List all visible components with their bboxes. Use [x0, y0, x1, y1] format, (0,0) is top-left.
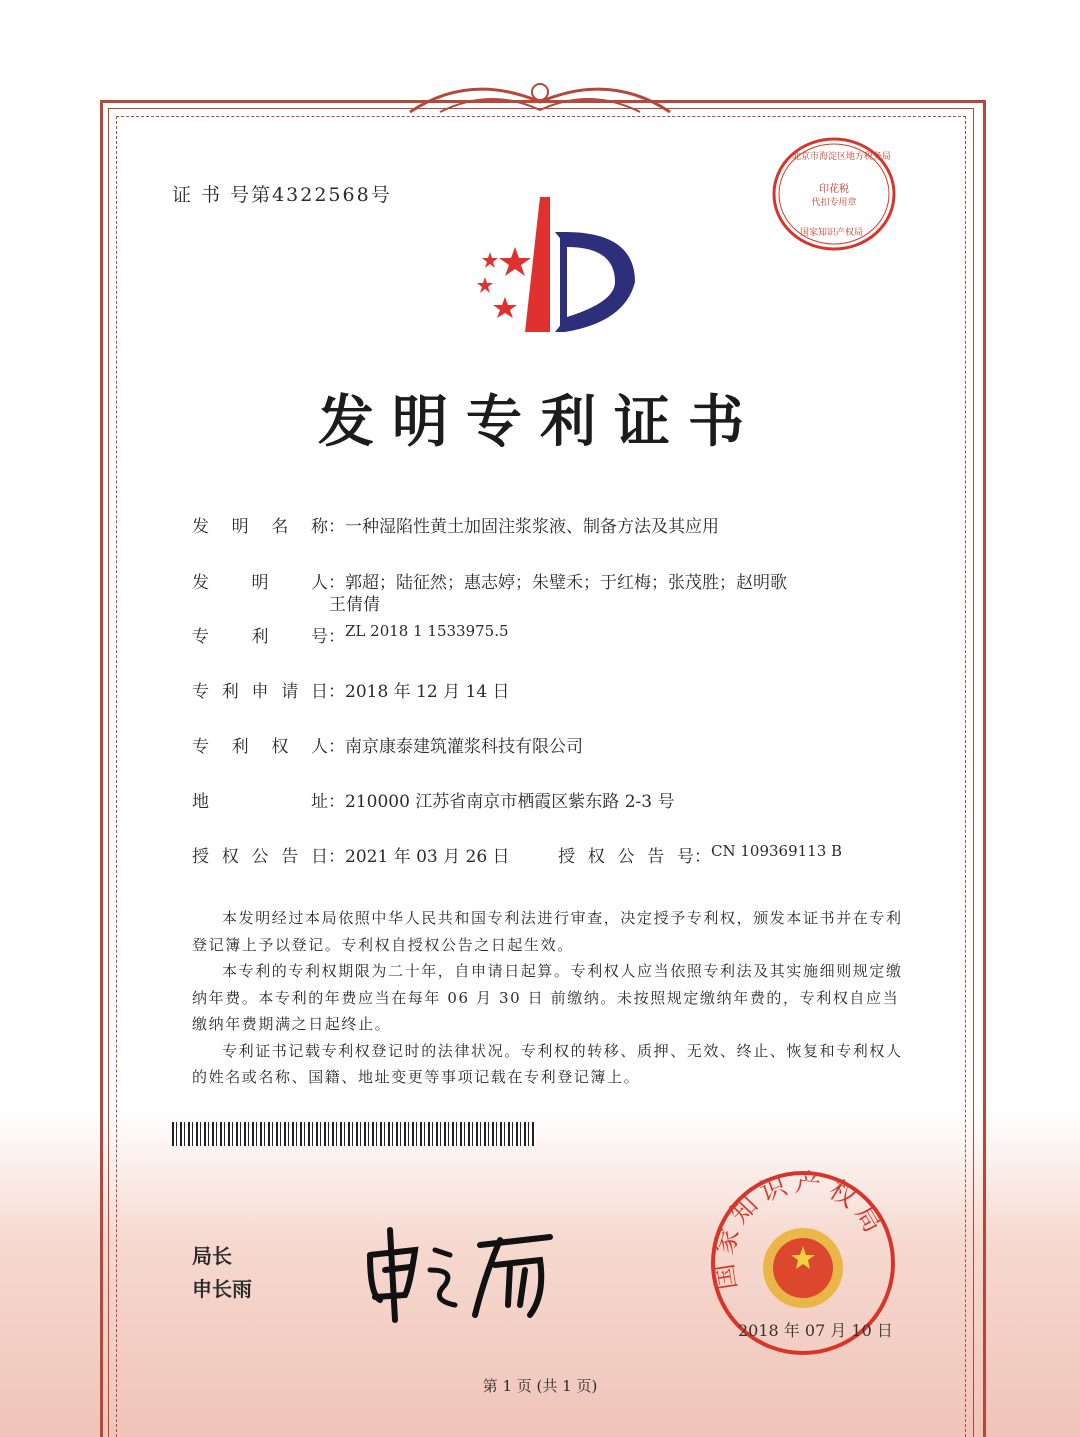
stamp-center-1: 印花税 — [819, 184, 849, 195]
director-title: 局长 — [192, 1244, 232, 1268]
field-label: 专利权人 — [192, 737, 328, 757]
field-value: ZL 2018 1 1533975.5 — [345, 622, 509, 640]
field-value: 2018 年 12 月 14 日 — [345, 682, 510, 702]
director-name: 申长雨 — [192, 1277, 252, 1301]
patent-office-logo-icon — [455, 192, 645, 342]
colon: ： — [328, 627, 345, 647]
certificate-number: 证 书 号第4322568号 — [172, 184, 392, 206]
field-address — [192, 787, 674, 812]
field-patent-number — [192, 622, 509, 647]
field-label: 授权公告号 — [558, 847, 694, 867]
stamp-center-2: 代扣专用章 — [811, 198, 857, 208]
tax-stamp — [770, 135, 898, 253]
stamp-ring-text: 北京市海淀区地方税务局 — [792, 152, 892, 162]
field-value: 郭超；陆征然；惠志婷；朱璧禾；于红梅；张茂胜；赵明歌 — [345, 573, 787, 593]
field-value: 南京康泰建筑灌浆科技有限公司 — [345, 737, 583, 757]
colon: ： — [694, 847, 711, 867]
paragraph: 本专利的专利权期限为二十年，自申请日起算。专利权人应当依照专利法及其实施细则规定缴纳年费。本专利的年费应当在每年 06 月 30 日 前缴纳。未按照规定缴纳年费的，专利权自应当缴纳年费期满之日起终止。 — [192, 962, 903, 1033]
page-title: 发明专利证书 — [318, 390, 762, 455]
field-label: 授权公告日 — [192, 847, 328, 867]
colon: ： — [328, 737, 345, 757]
field-value: 210000 江苏省南京市栖霞区紫东路 2-3 号 — [345, 792, 675, 812]
field-inventors — [192, 568, 787, 593]
field-label: 专利号 — [192, 627, 328, 647]
barcode — [172, 1122, 536, 1146]
field-value: 王倩倩 — [329, 595, 380, 615]
field-value: 一种湿陷性黄土加固注浆浆液、制备方法及其应用 — [345, 517, 719, 537]
signature-icon — [360, 1225, 560, 1325]
statement-text — [192, 905, 912, 1091]
field-label: 发明人 — [192, 573, 328, 593]
field-invention-name — [192, 512, 719, 537]
colon: ： — [328, 792, 345, 812]
seal-ring-text: 国家知识产权局 — [708, 1168, 891, 1292]
page-footer: 第 1 页 (共 1 页) — [482, 1377, 598, 1395]
field-value: CN 109369113 B — [711, 842, 843, 860]
stamp-bottom-text: 国家知识产权局 — [800, 228, 864, 238]
field-label: 地址 — [192, 792, 328, 812]
field-value: 2021 年 03 月 26 日 — [345, 847, 510, 867]
ornament-icon — [400, 72, 680, 122]
field-application-date — [192, 677, 510, 702]
field-grant-number — [558, 842, 842, 867]
issue-date: 2018 年 07 月 10 日 — [738, 1321, 893, 1340]
paragraph: 专利证书记载专利权登记时的法律状况。专利权的转移、质押、无效、终止、恢复和专利权人的姓名或名称、国籍、地址变更等事项记载在专利登记簿上。 — [192, 1041, 903, 1086]
field-patentee — [192, 732, 583, 757]
field-label: 发明名称 — [192, 517, 328, 537]
colon: ： — [328, 573, 345, 593]
field-inventors-cont — [329, 590, 380, 615]
paragraph: 本发明经过本局依照中华人民共和国专利法进行审查，决定授予专利权，颁发本证书并在专利登记簿上予以登记。专利权自授权公告之日起生效。 — [192, 909, 903, 954]
field-label: 专利申请日 — [192, 682, 328, 702]
colon: ： — [328, 682, 345, 702]
colon: ： — [328, 847, 345, 867]
field-grant-date — [192, 842, 510, 867]
colon: ： — [328, 517, 345, 537]
